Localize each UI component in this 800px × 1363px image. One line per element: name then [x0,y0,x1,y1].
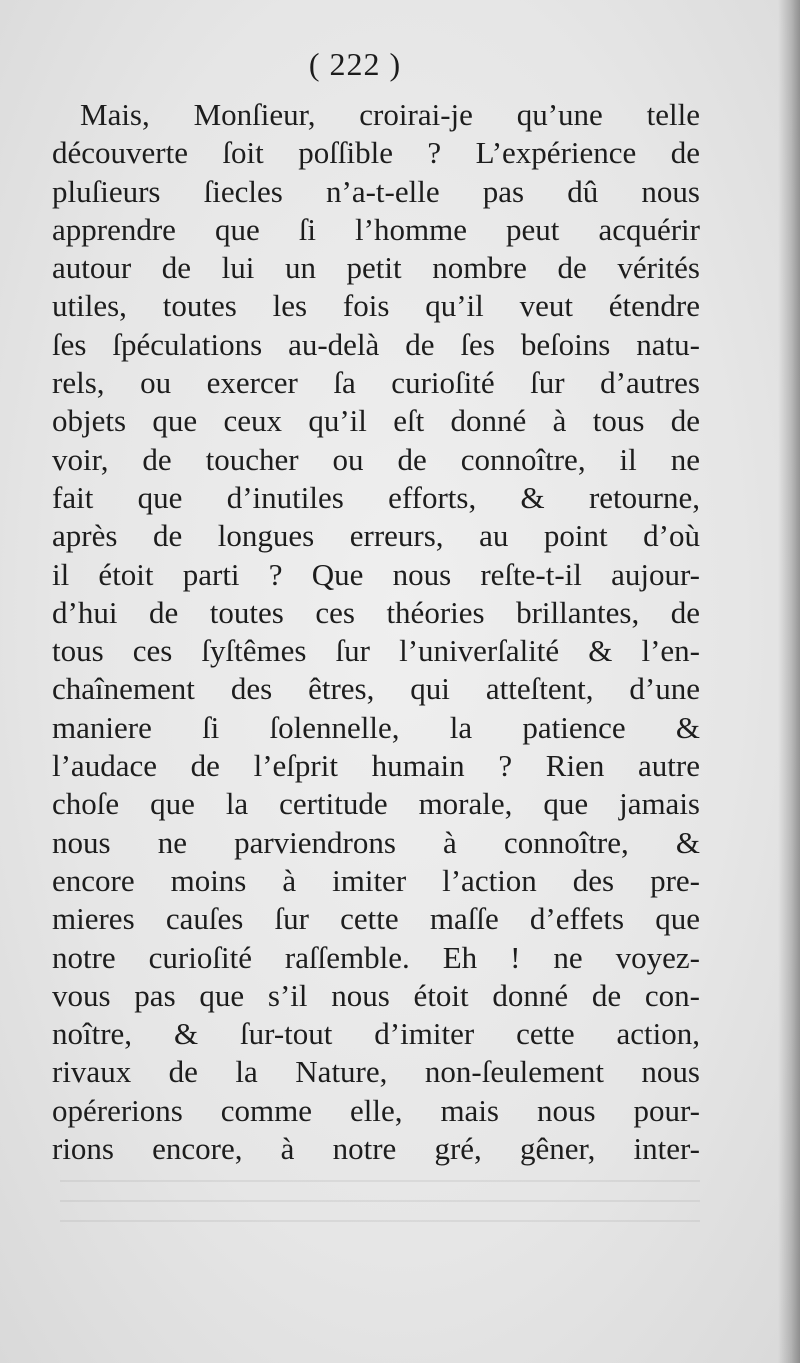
show-through-texture [60,1180,700,1240]
text-line: nous ne parviendrons à connoître, & [52,824,700,860]
text-line: opérerions comme elle, mais nous pour- [52,1092,700,1128]
text-line: après de longues erreurs, au point d’où [52,518,700,554]
text-line: Mais, Monſieur, croirai-je qu’une telle [80,97,700,132]
text-line: voir, de toucher ou de connoître, il ne [52,441,700,477]
text-line: autour de lui un petit nombre de vérités [52,250,700,286]
text-line: noître, & ſur-tout d’imiter cette action, [52,1016,700,1052]
text-line: encore moins à imiter l’action des pre- [52,862,700,898]
text-line: vous pas que s’il nous étoit donné de con- [52,977,700,1013]
text-line: objets que ceux qu’il eſt donné à tous de [52,403,700,439]
text-line: rels, ou exercer ſa curioſité ſur d’autres [52,365,700,401]
text-line: mieres cauſes ſur cette maſſe d’effets que [52,901,700,937]
text-line: rions encore, à notre gré, gêner, inter- [52,1131,700,1167]
text-line: pluſieurs ſiecles n’a-t-elle pas dû nous [52,173,700,209]
text-line: tous ces ſyſtêmes ſur l’univerſalité & l’en- [52,633,700,669]
text-line: notre curioſité raſſemble. Eh ! ne voyez- [52,939,700,975]
body-text [52,96,700,1168]
text-line: d’hui de toutes ces théories brillantes, de [52,594,700,630]
text-line: apprendre que ſi l’homme peut acquérir [52,211,700,247]
text-line: ſes ſpéculations au-delà de ſes beſoins natu- [52,326,700,362]
text-line: l’audace de l’eſprit humain ? Rien autre [52,748,700,784]
text-line: il étoit parti ? Que nous reſte-t-il aujour- [52,556,700,592]
text-line: fait que d’inutiles efforts, & retourne, [52,479,700,515]
text-line: choſe que la certitude morale, que jamais [52,786,700,822]
page-gutter-shadow [778,0,800,1363]
text-line: utiles, toutes les fois qu’il veut étendre [52,288,700,324]
page-number: ( 222 ) [308,46,402,82]
text-line: maniere ſi ſolennelle, la patience & [52,709,700,745]
text-line: rivaux de la Nature, non-ſeulement nous [52,1054,700,1090]
text-line: découverte ſoit poſſible ? L’expérience de [52,135,700,171]
text-line: chaînement des êtres, qui atteſtent, d’une [52,671,700,707]
